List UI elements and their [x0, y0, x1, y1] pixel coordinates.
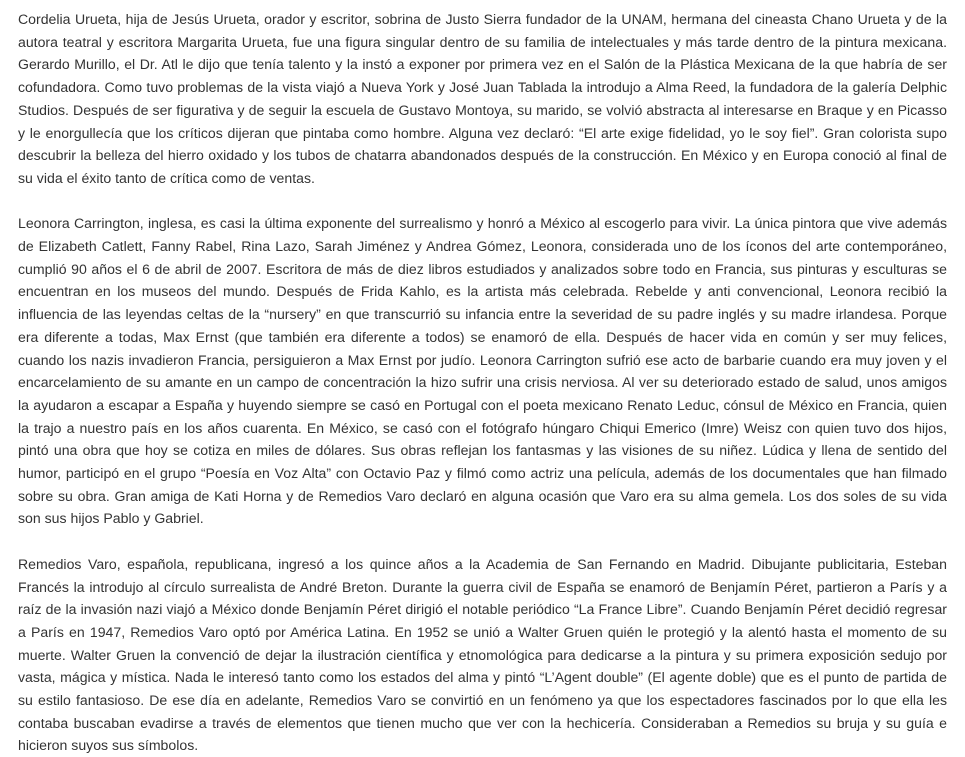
paragraph-cordelia-urueta: Cordelia Urueta, hija de Jesús Urueta, orador y escritor, sobrina de Justo Sierra fundador de la UNAM, hermana del cineasta Chano Urueta y de la autora teatral y escritora Margarita Urueta, fue una figura singular dentro de su familia de intelectuales y más tarde dentro de la pintura mexicana. Gerardo Murillo, el Dr. Atl le dijo que tenía talento y la instó a exponer por primera vez en el Salón de la Plástica Mexicana de la que habría de ser cofundadora. Como tuvo problemas de la vista viajó a Nueva York y José Juan Tablada la introdujo a Alma Reed, la fundadora de la galería Delphic Studios. Después de ser figurativa y de seguir la escuela de Gustavo Montoya, su marido, se volvió abstracta al interesarse en Braque y en Picasso y le enorgullecía que los críticos dijeran que pintaba como hombre. Alguna vez declaró: “El arte exige fidelidad, yo le soy fiel”. Gran colorista supo descubrir la belleza del hierro oxidado y los tubos de chatarra abandonados después de la construcción. En México y en Europa conoció al final de su vida el éxito tanto de crítica como de ventas. [18, 11, 947, 186]
article-body [18, 8, 947, 757]
paragraph-remedios-varo: Remedios Varo, española, republicana, ingresó a los quince años a la Academia de San Fernando en Madrid. Dibujante publicitaria, Esteban Francés la introdujo al círculo surrealista de André Breton. Durante la guerra civil de España se enamoró de Benjamín Péret, partieron a París y a raíz de la invasión nazi viajó a México donde Benjamín Péret dirigió el notable periódico “La France Libre”. Cuando Benjamín Péret decidió regresar a París en 1947, Remedios Varo optó por América Latina. En 1952 se unió a Walter Gruen quién le protegió y la alentó hasta el momento de su muerte. Walter Gruen la convenció de dejar la ilustración científica y etnomológica para dedicarse a la pintura y su primera exposición sedujo por vasta, mágica y mística. Nada le interesó tanto como los estados del alma y pintó “L’Agent double” (El agente doble) que es el punto de partida de su estilo fantasioso. De ese día en adelante, Remedios Varo se convirtió en un fenómeno ya que los espectadores fascinados por lo que ella les contaba buscaban evadirse a través de elementos que tienen mucho que ver con la hechicería. Consideraban a Remedios su bruja y su guía e hicieron suyos sus símbolos. [18, 555, 947, 754]
paragraph-leonora-carrington: Leonora Carrington, inglesa, es casi la última exponente del surrealismo y honró a México al escogerlo para vivir. La única pintora que vive además de Elizabeth Catlett, Fanny Rabel, Rina Lazo, Sarah Jiménez y Andrea Gómez, Leonora, considerada uno de los íconos del arte contemporáneo, cumplió 90 años el 6 de abril de 2007. Escritora de más de diez libros estudiados y analizados sobre todo en Francia, sus pinturas y esculturas se encuentran en los museos del mundo. Después de Frida Kahlo, es la artista más celebrada. Rebelde y anti convencional, Leonora recibió la influencia de las leyendas celtas de la “nursery” en que transcurrió su infancia entre la severidad de su padre inglés y su madre irlandesa. Porque era diferente a todas, Max Ernst (que también era diferente a todos) se enamoró de ella. Después de hacer vida en común y ser muy felices, cuando los nazis invadieron Francia, persiguieron a Max Ernst por judío. Leonora Carrington sufrió ese acto de barbarie cuando era muy joven y el encarcelamiento de su amante en un campo de concentración la hizo sufrir una crisis nerviosa. Al ver su deteriorado estado de salud, unos amigos la ayudaron a escapar a España y huyendo siempre se casó en Portugal con el poeta mexicano Renato Leduc, cónsul de México en Francia, quien la trajo a nuestro país en los años cuarenta. En México, se casó con el fotógrafo húngaro Chiqui Emerico (Imre) Weisz con quien tuvo dos hijos, pintó una obra que hoy se cotiza en miles de dólares. Sus obras reflejan los fantasmas y las visiones de su niñez. Lúdica y llena de sentido del humor, participó en el grupo “Poesía en Voz Alta” con Octavio Paz y filmó como actriz una película, además de los documentales que han filmado sobre su obra. Gran amiga de Kati Horna y de Remedios Varo declaró en alguna ocasión que Varo era su alma gemela. Los dos soles de su vida son sus hijos Pablo y Gabriel. [18, 215, 947, 527]
